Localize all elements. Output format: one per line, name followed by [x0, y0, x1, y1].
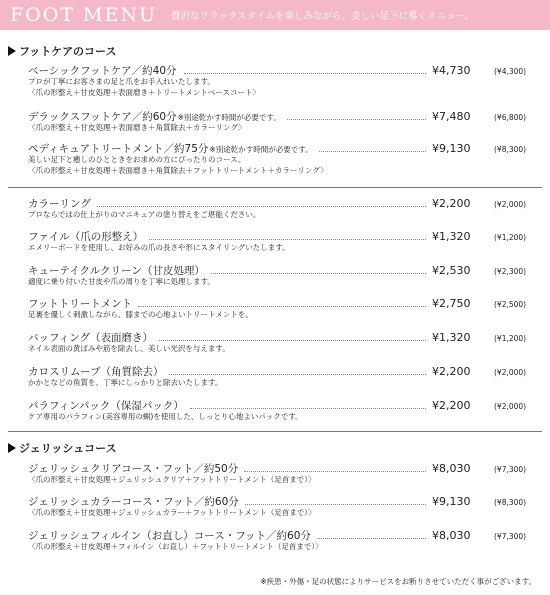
- item-price: ¥9,130: [432, 495, 471, 508]
- item-note: ※別途乾かす時間が必要です。: [209, 145, 313, 154]
- menu-item-pedicure-treatment: [28, 141, 528, 176]
- leader-dots: [317, 530, 426, 539]
- leader-dots: [245, 496, 426, 505]
- item-desc: 〈爪の形整え＋甘皮処理＋ジェリッシュクリア＋フットトリートメント（足首まで）〉: [28, 475, 316, 484]
- item-desc: 〈爪の形整え＋甘皮処理＋フィルイン（お直し）＋フットトリートメント（足首まで）〉: [28, 542, 323, 551]
- item-name: キューテイクルクリーン（甘皮処理）: [28, 265, 205, 277]
- item-price: ¥7,480: [432, 110, 471, 123]
- leader-dots: [138, 298, 426, 307]
- item-desc: 〈爪の形整え＋甘皮処理＋表面磨き＋角質除去＋カラーリング〉: [28, 123, 246, 132]
- item-desc: 足裏を優しく刺激しながら、膝までの心地よいトリートメントを。: [28, 310, 253, 319]
- leader-dots: [159, 332, 426, 341]
- menu-item-callus-remove: [28, 364, 528, 388]
- item-desc: かかとなどの角質を、丁寧にしっかりと除去いたします。: [28, 378, 223, 387]
- menu-item-file: [28, 229, 528, 253]
- item-price-excl-tax: (¥2,500): [494, 300, 527, 309]
- section-divider: [8, 431, 542, 432]
- item-price-excl-tax: (¥7,300): [494, 532, 527, 541]
- section-divider: [8, 187, 542, 188]
- leader-dots: [211, 265, 426, 274]
- section-title-foot-care: フットケアのコース: [8, 43, 116, 59]
- item-price-excl-tax: (¥1,200): [494, 233, 527, 242]
- item-desc: 適度に乗り付いた甘皮や爪の周りを丁寧に処理します。: [28, 277, 215, 286]
- menu-item-coloring: [28, 196, 528, 220]
- item-desc: プロならではの仕上がりのマニキュアの塗り替えをご堪能ください。: [28, 210, 261, 219]
- item-note: ※別途乾かす時間が必要です。: [177, 113, 281, 122]
- leader-dots: [184, 65, 427, 74]
- item-price-excl-tax: (¥8,300): [494, 498, 527, 507]
- menu-item-paraffin-pack: [28, 398, 528, 422]
- triangle-bullet-icon: [8, 443, 16, 453]
- menu-subtitle: 贅沢なリラックスタイムを楽しみながら、美しい足下に導くメニュー。: [171, 11, 475, 22]
- menu-item-basic-foot-care: [28, 63, 528, 98]
- footnote: ※疾患・外傷・足の状態によりサービスをお断りさせていただく事がございます。: [260, 577, 536, 586]
- item-price: ¥1,320: [432, 230, 471, 243]
- item-price: ¥2,750: [432, 297, 471, 310]
- item-desc: 〈爪の形整え＋甘皮処理＋表面磨き＋トリートメントベースコート〉: [28, 88, 261, 97]
- item-price-excl-tax: (¥4,300): [494, 67, 527, 76]
- menu-title: FOOT MENU: [10, 4, 158, 26]
- item-name: カラーリング: [28, 198, 91, 210]
- menu-header: [0, 0, 550, 30]
- item-name: デラックスフットケア／約60分: [28, 111, 177, 123]
- item-price: ¥2,200: [432, 399, 471, 412]
- menu-item-foot-treatment: [28, 296, 528, 320]
- item-price-excl-tax: (¥2,000): [494, 200, 527, 209]
- item-desc: 〈爪の形整え＋甘皮処理＋表面磨き＋角質除去＋フットトリートメント＋カラーリング〉: [28, 166, 328, 175]
- menu-item-gelish-fill-in: [28, 528, 528, 552]
- item-price-excl-tax: (¥2,300): [494, 267, 527, 276]
- item-price: ¥1,320: [432, 331, 471, 344]
- item-price-excl-tax: (¥6,800): [494, 113, 527, 122]
- menu-item-cuticle-clean: [28, 263, 528, 287]
- item-desc: ケア専用のパラフィン(美容専用の蝋)を使用した、しっとり心地よいパックです。: [28, 412, 303, 421]
- item-name: ジェリッシュフィルイン（お直し）コース・フット／約60分: [28, 530, 311, 542]
- item-name: ベーシックフットケア／約40分: [28, 65, 177, 77]
- item-name: フットトリートメント: [28, 298, 133, 310]
- item-desc: プロが丁寧にお客さまの足と爪をお手入れいたします。: [28, 77, 215, 86]
- menu-item-deluxe-foot-care: [28, 109, 528, 133]
- item-desc: ネイル表面の黄ばみや筋を除去し、美しい光沢を与えます。: [28, 344, 230, 353]
- item-price: ¥8,030: [432, 529, 471, 542]
- item-desc: 〈爪の形整え＋甘皮処理＋ジェリッシュカラー＋フットトリートメント（足首まで）〉: [28, 508, 316, 517]
- item-price-excl-tax: (¥1,200): [494, 334, 527, 343]
- item-name: ジェリッシュカラーコース・フット／約60分: [28, 496, 239, 508]
- item-price: ¥8,030: [432, 462, 471, 475]
- item-name: ジェリッシュクリアコース・フット／約50分: [28, 463, 239, 475]
- item-name: ペディキュアトリートメント／約75分: [28, 143, 209, 155]
- menu-item-gelish-clear: [28, 461, 528, 485]
- item-price-excl-tax: (¥7,300): [494, 465, 527, 474]
- section-title-gelish: ジェリッシュコース: [8, 440, 117, 456]
- leader-dots: [190, 400, 426, 409]
- menu-item-buffing: [28, 330, 528, 354]
- item-price-excl-tax: (¥8,300): [494, 145, 527, 154]
- menu-item-gelish-color: [28, 494, 528, 518]
- leader-dots: [319, 143, 426, 152]
- item-price: ¥2,200: [432, 197, 471, 210]
- item-price: ¥2,530: [432, 264, 471, 277]
- item-name: バッフィング（表面磨き）: [28, 332, 153, 344]
- item-price: ¥4,730: [432, 64, 471, 77]
- item-name: ファイル（爪の形整え）: [28, 231, 144, 243]
- item-name: カロスリムーブ（角質除去）: [28, 366, 164, 378]
- leader-dots: [149, 231, 426, 240]
- item-price-excl-tax: (¥2,000): [494, 368, 527, 377]
- leader-dots: [169, 366, 426, 375]
- item-price-excl-tax: (¥2,000): [494, 402, 527, 411]
- leader-dots: [97, 198, 426, 207]
- triangle-bullet-icon: [8, 46, 16, 56]
- item-name: パラフィンパック（保湿パック）: [28, 400, 184, 412]
- item-desc: 美しい足下と癒しのひとときをお求めの方にぴったりのコース。: [28, 155, 246, 164]
- item-price: ¥2,200: [432, 365, 471, 378]
- item-price: ¥9,130: [432, 142, 471, 155]
- leader-dots: [287, 111, 426, 120]
- item-desc: エメリーボードを使用し、お好みの爪の長さや形にスタイリングいたします。: [28, 243, 290, 252]
- leader-dots: [244, 463, 426, 472]
